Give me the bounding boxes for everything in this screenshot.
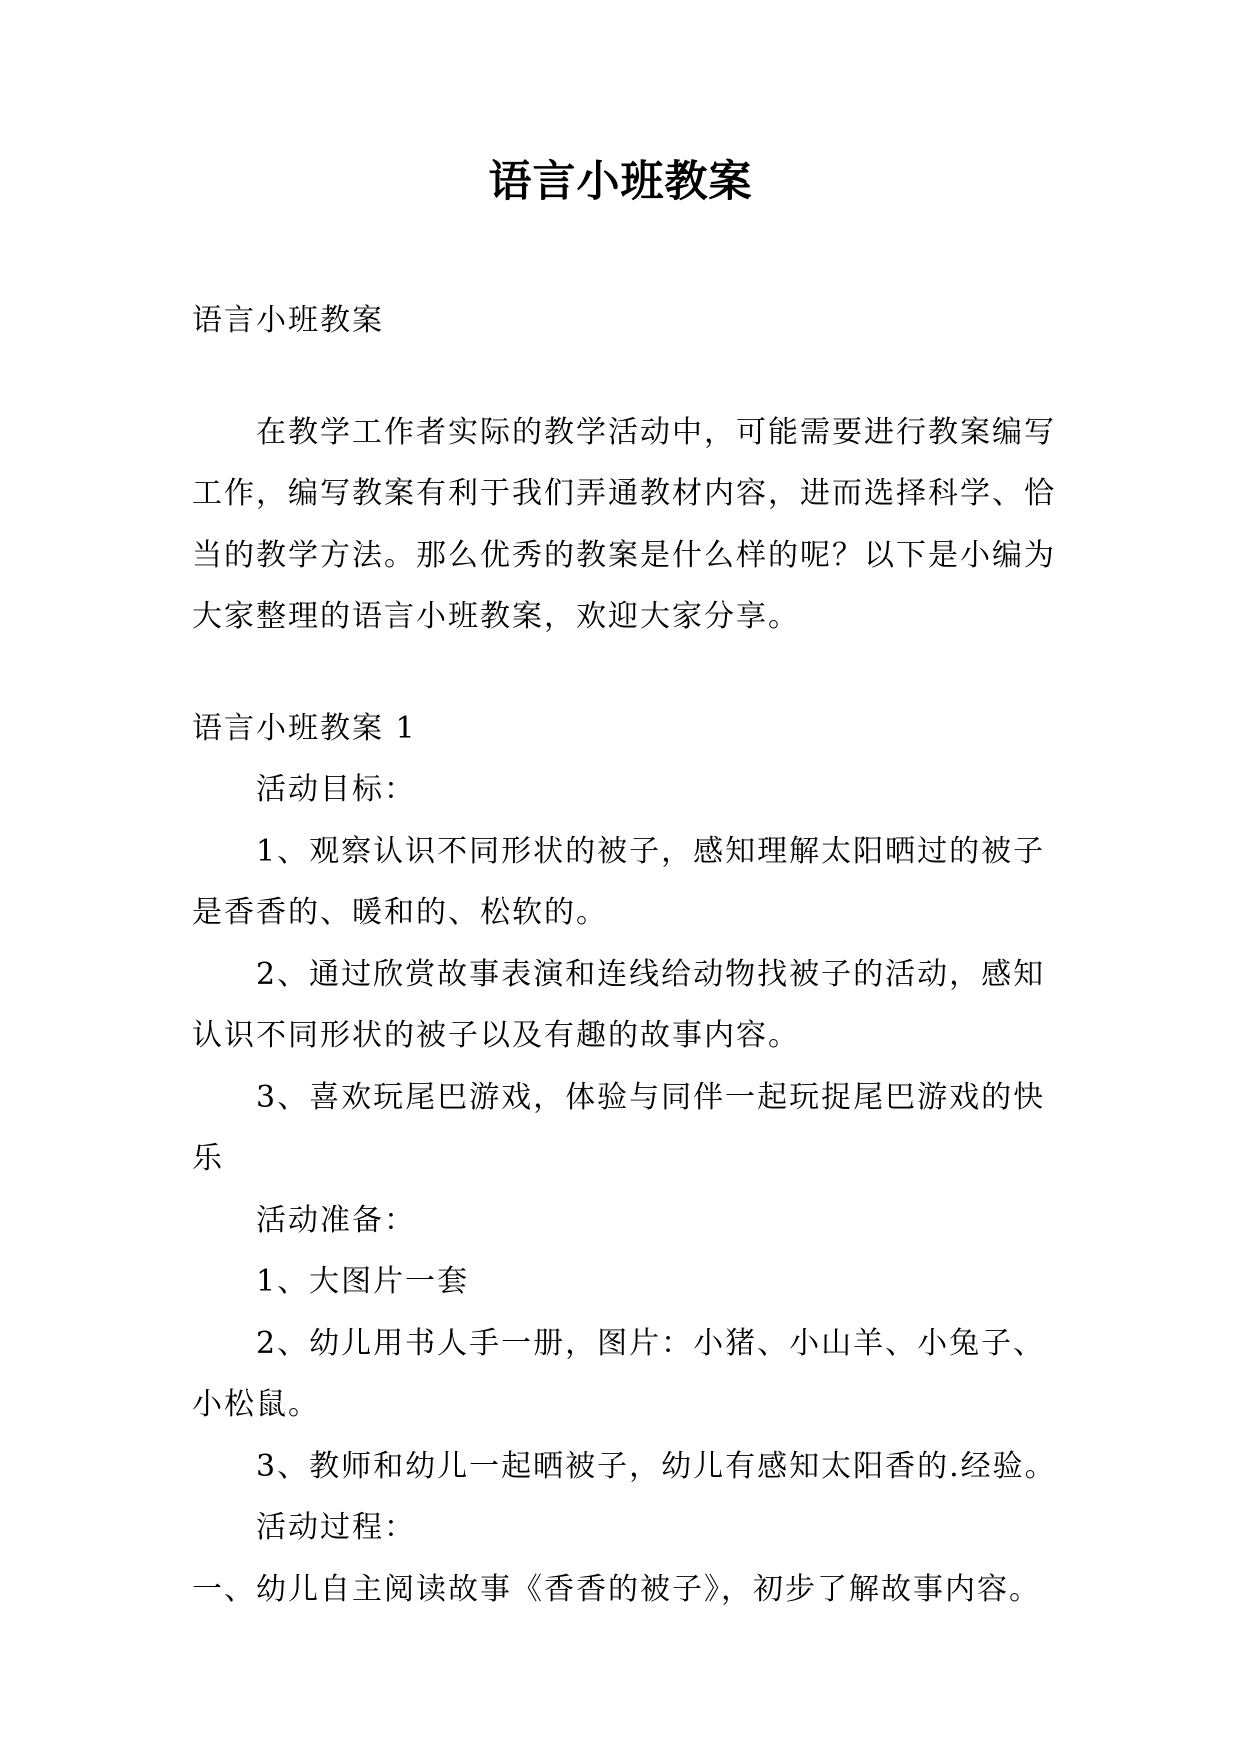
prep-label: 活动准备： bbox=[256, 1202, 416, 1238]
prep-item: 3、教师和幼儿一起晒被子，幼儿有感知太阳香的.经验。 bbox=[256, 1448, 1057, 1484]
goals-label: 活动目标： bbox=[256, 772, 416, 807]
goal-item: 2、通过欣赏故事表演和连线给动物找被子的活动，感知认识不同形状的被子以及有趣的故事内容。 bbox=[192, 956, 1046, 1053]
goal-item: 3、喜欢玩尾巴游戏，体验与同伴一起玩捉尾巴游戏的快乐 bbox=[192, 1079, 1046, 1176]
section-heading: 语言小班教案 1 bbox=[192, 710, 417, 746]
subtitle: 语言小班教案 bbox=[192, 303, 384, 338]
goal-item: 1、观察认识不同形状的被子，感知理解太阳晒过的被子是香香的、暖和的、松软的。 bbox=[192, 833, 1046, 930]
intro-paragraph: 在教学工作者实际的教学活动中，可能需要进行教案编写工作，编写教案有利于我们弄通教材内容，进而选择科学、恰当的教学方法。那么优秀的教案是什么样的呢？以下是小编为大家整理的语言小班教案，欢迎大家分享。 bbox=[192, 414, 1056, 634]
page-title: 语言小班教案 bbox=[488, 157, 753, 207]
document-body bbox=[192, 290, 1058, 1620]
process-item: 一、幼儿自主阅读故事《香香的被子》，初步了解故事内容。 bbox=[192, 1571, 1041, 1607]
process-label: 活动过程： bbox=[256, 1510, 416, 1545]
prep-item: 2、幼儿用书人手一册，图片：小猪、小山羊、小兔子、小松鼠。 bbox=[192, 1325, 1046, 1422]
prep-item: 1、大图片一套 bbox=[256, 1264, 470, 1299]
